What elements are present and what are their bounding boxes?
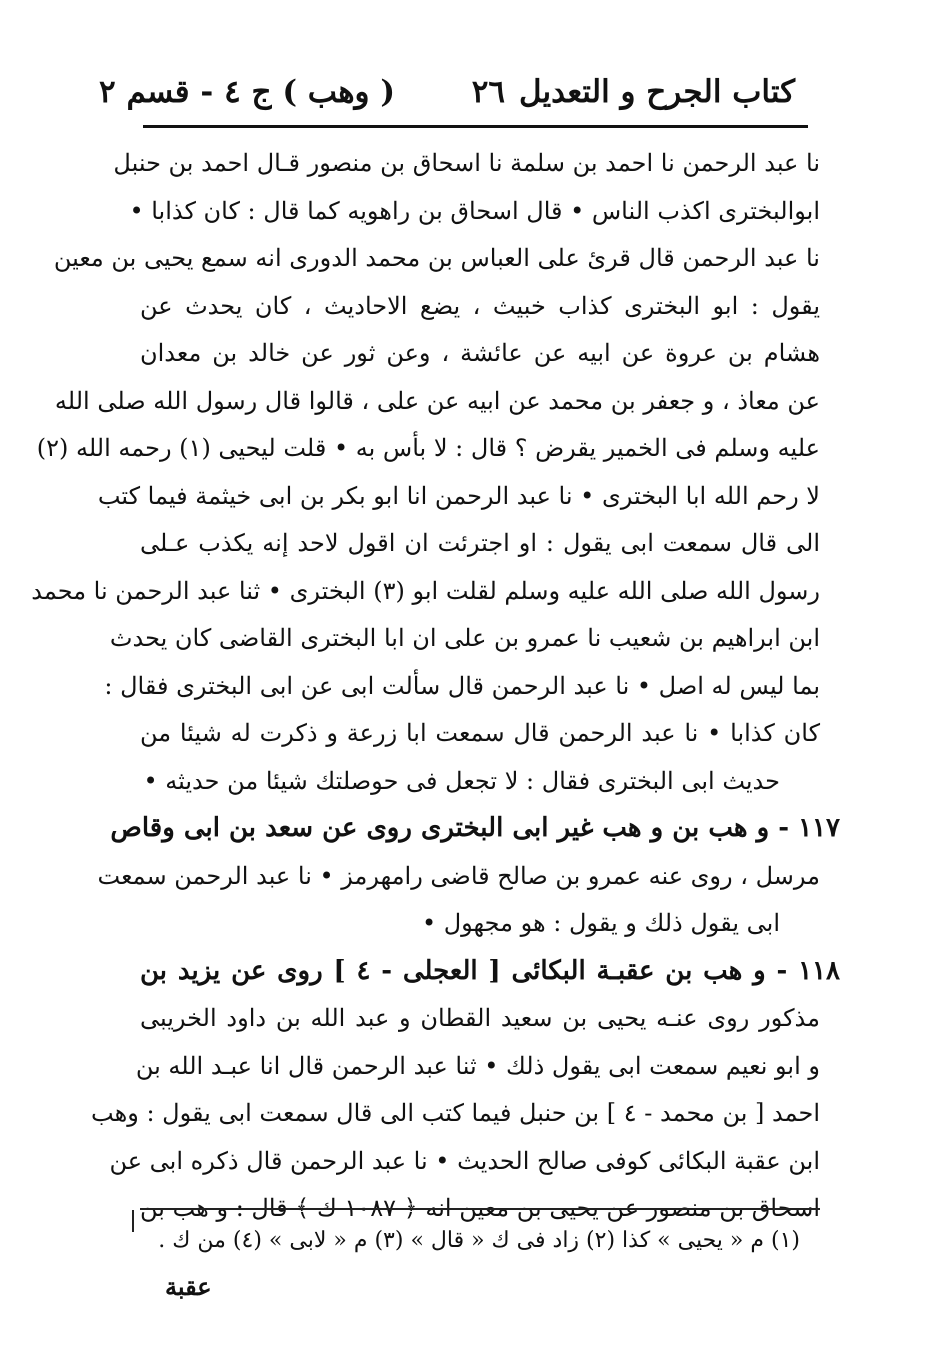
text-line: بما ليس له اصل • نا عبد الرحمن قال سألت ابى عن ابى البختری فقال : bbox=[104, 671, 820, 700]
text-line: لا رحم الله ابا البختری • نا عبد الرحمن انا ابو بكر بن ابى خيثمة فيما كتب bbox=[97, 481, 820, 510]
text-line: احمد [ بن محمد - ٤ ] بن حنبل فيما كتب الى قال سمعت ابى يقول : وهب bbox=[91, 1099, 820, 1127]
text-line: مرسل ، روى عنه عمرو بن صالح قاضى رامهرمز • نا عبد الرحمن سمعت bbox=[97, 861, 820, 890]
text-line: اسحاق بن منصور عن يحيى بن معين انه ﴿ ١٠٨٧ ك ﴾ قال : و هب بن bbox=[140, 1194, 820, 1222]
page-number: ٢٦ bbox=[471, 74, 505, 110]
text-line: ابن عقبة البكائى كوفى صالح الحديث • نا عبد الرحمن قال ذكره ابى عن bbox=[109, 1146, 820, 1175]
running-header bbox=[99, 62, 795, 122]
text-line: رسول الله صلى الله عليه وسلم لقلت ابو (٣) البختری • ثنا عبد الرحمن نا محمد bbox=[31, 576, 820, 605]
text-line: الى قال سمعت ابى يقول : او اجترئت ان اقول لاحد إنه يكذب عـلى bbox=[140, 529, 820, 557]
text-line: حديث ابى البختری فقال : لا تجعل فى حوصلتك شيئا من حديثه • bbox=[143, 766, 780, 795]
entry-118-heading: ١١٨ - و هب بن عقبـة البكائى [ العجلى - ٤ ] روى عن يزيد بن bbox=[140, 955, 840, 986]
text-line: مذكور روى عنـه يحيى بن سعيد القطان و عبد الله بن داود الخريبى bbox=[140, 1004, 820, 1032]
text-line: ابى يقول ذلك و يقول : هو مجهول • bbox=[421, 909, 780, 937]
text-line: نا عبد الرحمن قال قرئ على العباس بن محمد الدورى انه سمع يحيى بن معين bbox=[53, 244, 820, 272]
text-line: ابن ابراهيم بن شعيب نا عمرو بن على ان ابا البختری القاضى كان يحدث bbox=[109, 624, 820, 652]
header-rule bbox=[143, 125, 808, 128]
text-line: و ابو نعيم سمعت ابى يقول ذلك • ثنا عبد الرحمن قال انا عبـد الله بن bbox=[135, 1051, 820, 1080]
text-line: عليه وسلم فى الخمير يقرض ؟ قال : لا بأس به • قلت ليحيى (١) رحمه الله (٢) bbox=[36, 434, 820, 462]
main-text bbox=[31, 140, 840, 1233]
text-line: يقول : ابو البختری كذاب خبيث ، يضع الاحاديث ، كان يحدث عن bbox=[140, 291, 820, 320]
section-label: ( وهب ) ج ٤ - قسم ٢ bbox=[99, 74, 395, 110]
text-line: كان كذابا • نا عبد الرحمن قال سمعت ابا زرعة و ذكرت له شيئا من bbox=[140, 719, 820, 747]
margin-mark bbox=[132, 1210, 134, 1232]
text-line: نا عبد الرحمن نا احمد بن سلمة نا اسحاق بن منصور قـال احمد بن حنبل bbox=[113, 149, 820, 177]
text-line: عن معاذ ، و جعفر بن محمد عن ابيه عن على ، قالوا قال رسول الله صلى الله bbox=[54, 386, 820, 415]
book-title: كتاب الجرح و التعديل bbox=[518, 74, 795, 110]
footnotes: (١) م « يحيى » كذا (٢) زاد فى ك « قال » (٣) م « لابى » (٤) من ك . bbox=[158, 1228, 800, 1253]
entry-117-heading: ١١٧ - و هب بن و هب غير ابى البختری روى عن سعد بن ابى وقاص bbox=[110, 813, 840, 843]
footnote-rule bbox=[140, 1208, 820, 1210]
text-line: هشام بن عروة عن ابيه عن عائشة ، وعن ثور عن خالد بن معدان bbox=[140, 339, 820, 367]
catchword: عقبة bbox=[165, 1272, 212, 1301]
text-line: ابوالبختری اكذب الناس • قال اسحاق بن راهويه كما قال : كان كذابا • bbox=[129, 196, 820, 225]
